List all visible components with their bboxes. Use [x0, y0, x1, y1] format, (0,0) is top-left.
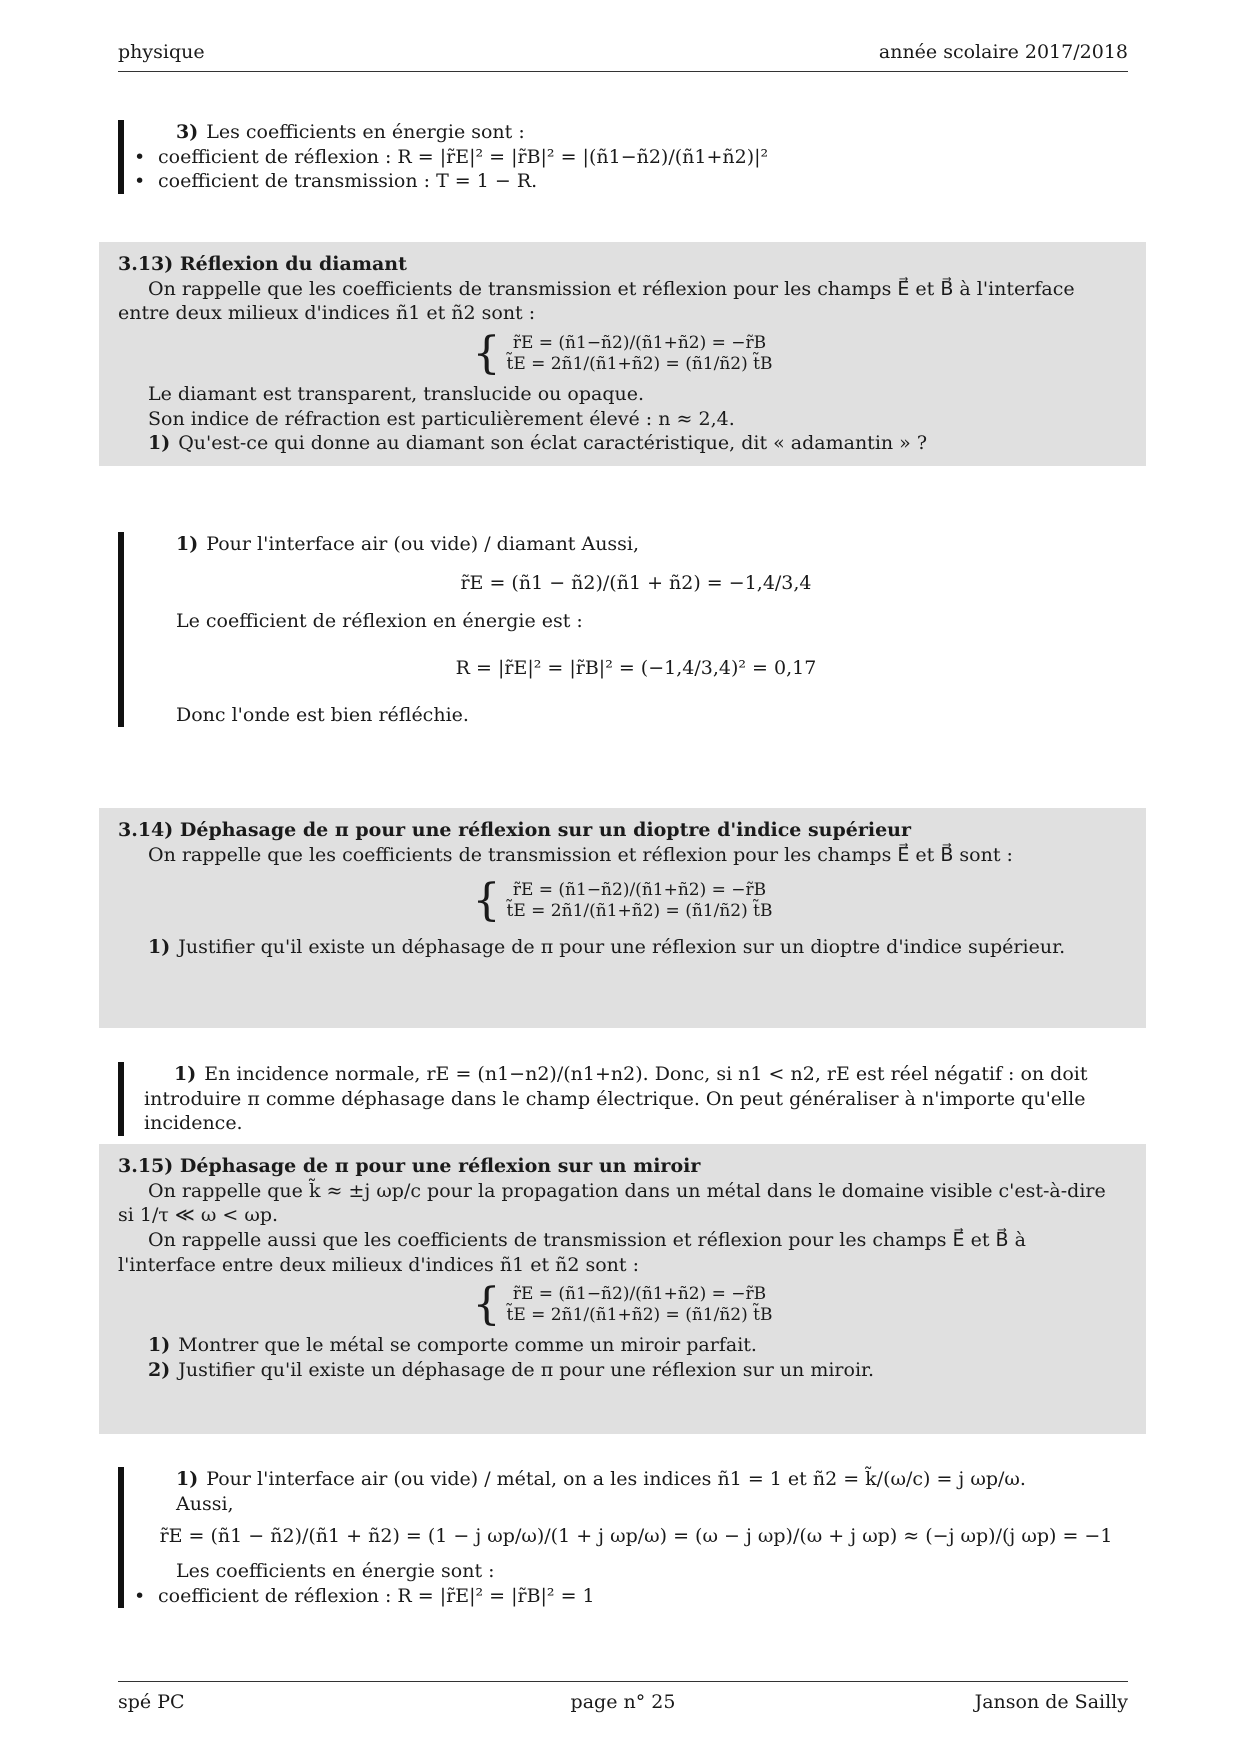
bullet-transmission: • coefficient de transmission : T = 1 − R.: [134, 169, 1128, 194]
system-line-r: r̃E = (ñ1−ñ2)/(ñ1+ñ2) = −r̃B: [512, 880, 767, 901]
answer-text: Les coefficients en énergie sont :: [176, 1560, 495, 1583]
question-3-13: [99, 242, 1146, 466]
footer-school: Janson de Sailly: [974, 1691, 1128, 1713]
answer-text: Le coefficient de réflexion en énergie est :: [176, 610, 583, 633]
system-line-t: t̃E = 2ñ1/(ñ1+ñ2) = (ñ1/ñ2) t̃B: [506, 1305, 773, 1326]
coefficient-system: { r̃E = (ñ1−ñ2)/(ñ1+ñ2) = −r̃B t̃E = 2ñ1/(ñ1+ñ2) = (ñ1/ñ2) t̃B: [472, 328, 773, 380]
question-item: [118, 431, 1127, 456]
question-number: 2): [148, 1359, 171, 1382]
question-text: Justifier qu'il existe un déphasage de π pour une réflexion sur un dioptre d'indice supérieur.: [178, 936, 1066, 959]
coefficient-system: { r̃E = (ñ1−ñ2)/(ñ1+ñ2) = −r̃B t̃E = 2ñ1/(ñ1+ñ2) = (ñ1/ñ2) t̃B: [472, 875, 773, 927]
question-paragraph: On rappelle que les coefficients de transmission et réflexion pour les champs E⃗ et B⃗ à l'interface entre deux milieux d'indices ñ1 et ñ2 sont :: [118, 277, 1075, 325]
header-subject: physique: [118, 41, 205, 63]
question-item: [118, 1358, 1127, 1383]
answer-text: Pour l'interface air (ou vide) / diamant Aussi,: [206, 533, 640, 555]
answer-3-15: [118, 1467, 1128, 1608]
answer-text: Les coefficients en énergie sont :: [206, 121, 525, 143]
header-year: année scolaire 2017/2018: [878, 41, 1128, 63]
system-line-t: t̃E = 2ñ1/(ñ1+ñ2) = (ñ1/ñ2) t̃B: [506, 354, 773, 375]
question-number: 1): [148, 1334, 171, 1357]
question-3-15: [99, 1144, 1146, 1434]
system-line-t: t̃E = 2ñ1/(ñ1+ñ2) = (ñ1/ñ2) t̃B: [506, 901, 773, 922]
answer-number: 3): [176, 121, 199, 143]
question-text: Justifier qu'il existe un déphasage de π pour une réflexion sur un miroir.: [178, 1359, 875, 1382]
page-number: page n° 25: [570, 1691, 676, 1713]
answer-number: 1): [176, 1468, 199, 1490]
question-title: 3.15) Déphasage de π pour une réflexion sur un miroir: [118, 1155, 701, 1177]
bullet-reflection: • coefficient de réflexion : R = |r̃E|² = |r̃B|² = 1: [134, 1584, 1128, 1609]
question-title: 3.14) Déphasage de π pour une réflexion sur un dioptre d'indice supérieur: [118, 819, 911, 841]
page-header: [118, 40, 1128, 72]
question-paragraph: On rappelle que k̃ ≈ ±j ωp/c pour la propagation dans un métal dans le domaine visible c'est-à-dire si 1/τ ≪ ω < ωp.: [118, 1179, 1106, 1227]
answer-3-14: [118, 1062, 1128, 1136]
answer-text: Pour l'interface air (ou vide) / métal, on a les indices ñ1 = 1 et ñ2 = k̃/(ω/c) = j ωp/ω.: [206, 1468, 1026, 1490]
footer-class: spé PC: [118, 1691, 185, 1713]
question-text: Montrer que le métal se comporte comme un miroir parfait.: [178, 1334, 757, 1357]
question-number: 1): [148, 936, 171, 959]
answer-number: 1): [176, 533, 199, 555]
page-footer: [118, 1681, 1128, 1715]
bullet-reflection: • coefficient de réflexion : R = |r̃E|² = |r̃B|² = |(ñ1−ñ2)/(ñ1+ñ2)|²: [134, 145, 1128, 170]
equation: R = |r̃E|² = |r̃B|² = (−1,4/3,4)² = 0,17: [455, 657, 817, 680]
question-text: Qu'est-ce qui donne au diamant son éclat caractéristique, dit « adamantin » ?: [178, 432, 928, 455]
question-item: [118, 935, 1127, 960]
equation: r̃E = (ñ1 − ñ2)/(ñ1 + ñ2) = −1,4/3,4: [460, 571, 812, 594]
system-line-r: r̃E = (ñ1−ñ2)/(ñ1+ñ2) = −r̃B: [512, 1284, 767, 1305]
question-paragraph: Son indice de réfraction est particulièrement élevé : n ≈ 2,4.: [148, 407, 735, 430]
question-item: [118, 1333, 1127, 1358]
question-paragraph: On rappelle que les coefficients de transmission et réflexion pour les champs E⃗ et B⃗ sont :: [148, 843, 1013, 866]
answer-number: 1): [174, 1063, 197, 1085]
question-paragraph: Le diamant est transparent, translucide ou opaque.: [148, 383, 645, 406]
answer-3-13: [118, 532, 1128, 727]
answer-block-0: [118, 120, 1128, 194]
question-number: 1): [148, 432, 171, 455]
system-line-r: r̃E = (ñ1−ñ2)/(ñ1+ñ2) = −r̃B: [512, 332, 767, 353]
question-3-14: [99, 808, 1146, 1028]
coefficient-system: { r̃E = (ñ1−ñ2)/(ñ1+ñ2) = −r̃B t̃E = 2ñ1/(ñ1+ñ2) = (ñ1/ñ2) t̃B: [472, 1279, 773, 1331]
question-paragraph: On rappelle aussi que les coefficients de transmission et réflexion pour les champs E⃗ et B⃗ à l'interface entre deux milieux d'indices ñ1 et ñ2 sont :: [118, 1229, 1026, 1276]
answer-text: En incidence normale, rE = (n1−n2)/(n1+n2). Donc, si n1 < n2, rE est réel négatif : on doit introduire π comme déphasage dans le champ électrique. On peut généraliser à n'importe qu'elle incidence.: [144, 1063, 1088, 1135]
equation: r̃E = (ñ1 − ñ2)/(ñ1 + ñ2) = (1 − j ωp/ω)/(1 + j ωp/ω) = (ω − j ωp)/(ω + j ωp) ≈ (−j ωp)/(j ωp) = −1: [159, 1525, 1113, 1548]
answer-text: Aussi,: [176, 1492, 234, 1515]
answer-text: Donc l'onde est bien réfléchie.: [176, 703, 469, 726]
question-title: 3.13) Réflexion du diamant: [118, 253, 407, 275]
